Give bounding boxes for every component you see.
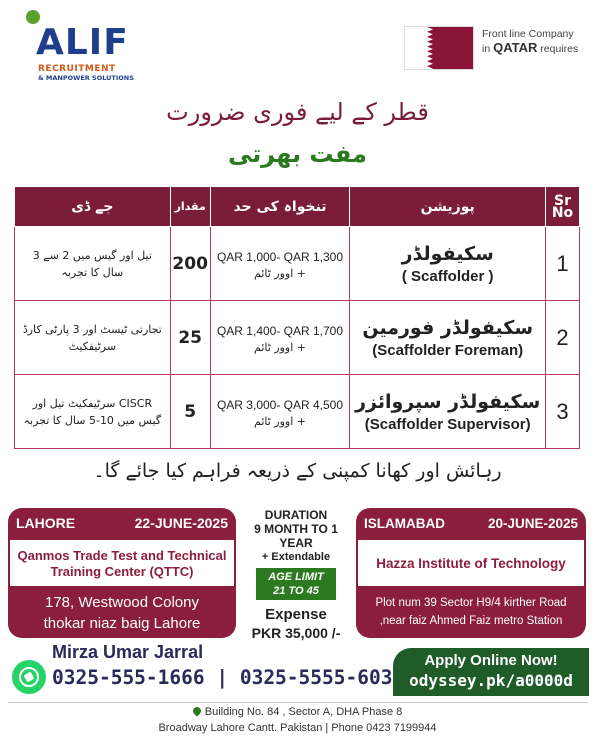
header-jd: جے ڈی [15, 187, 171, 227]
footer-divider [8, 702, 588, 703]
headline-free-recruitment: مفت بھرتی [228, 140, 367, 168]
cell-salary: QAR 1,400- QAR 1,700 + اوور ٹائم [210, 301, 350, 375]
cell-salary: QAR 3,000- QAR 4,500 + اوور ٹائم [210, 375, 350, 449]
lahore-address-line1: 178, Westwood Colony [45, 594, 199, 611]
cell-quantity: 25 [170, 301, 210, 375]
qatar-flag-icon [404, 26, 474, 70]
center-info [238, 508, 354, 641]
table-row [15, 301, 580, 375]
footer-address [0, 704, 595, 736]
lahore-address [8, 588, 236, 638]
apply-online-button[interactable] [393, 648, 589, 696]
tagline-line1: Front line Company [482, 28, 574, 40]
tagline-suffix: requires [537, 43, 579, 55]
duration-value: 9 MONTH TO 1 YEAR [254, 522, 338, 550]
cell-sr: 1 [546, 227, 580, 301]
lahore-venue: Qanmos Trade Test and Technical Training Center (QTTC) [8, 538, 236, 588]
apply-title: Apply Online Now! [424, 652, 558, 669]
age-limit-label: AGE LIMIT [268, 571, 324, 583]
contact-name: Mirza Umar Jarral [52, 642, 204, 662]
residence-note: رہائش اور کھانا کمپنی کے ذریعہ فراہم کیا جائے گا۔ [93, 460, 502, 482]
apply-url-link[interactable]: odyssey.pk/a0000d [409, 671, 573, 690]
islamabad-city: ISLAMABAD [364, 515, 445, 531]
lahore-header [8, 508, 236, 538]
duration-extendable: + Extendable [261, 551, 331, 563]
company-logo [8, 10, 158, 82]
islamabad-address-line2: ,near faiz Ahmed Faiz metro Station [379, 615, 563, 627]
logo-subtitle-manpower: & MANPOWER SOLUTIONS [38, 74, 134, 82]
table-row [15, 227, 580, 301]
headline-urgent-requirement: قطر کے لیے فوری ضرورت [166, 98, 429, 126]
cell-jd: تجارتی ٹیسٹ اور 3 پارٹی کارڈ سرٹیفکیٹ [15, 301, 171, 375]
lahore-date: 22-JUNE-2025 [134, 515, 228, 531]
islamabad-address-line1: Plot num 39 Sector H9/4 kirther Road [375, 597, 567, 609]
lahore-city: LAHORE [16, 515, 76, 531]
lahore-address-line2: thokar niaz baig Lahore [43, 615, 201, 632]
header-sr-no: Sr No [546, 187, 580, 227]
contact-phones[interactable]: 0325-555-1666 | 0325-5555-603 [52, 666, 393, 689]
cell-sr: 3 [546, 375, 580, 449]
cell-quantity: 200 [170, 227, 210, 301]
tagline-line2 [482, 41, 592, 56]
islamabad-venue: Hazza Institute of Technology [356, 538, 586, 588]
footer-address-line1: Building No. 84 , Sector A, DHA Phase 8 [0, 704, 595, 720]
header-position: پوزیشن [350, 187, 546, 227]
footer-address-line2: Broadway Lahore Cantt. Pakistan | Phone 0423 7199944 [158, 722, 437, 734]
islamabad-date: 20-JUNE-2025 [487, 515, 578, 531]
header-salary: تنخواہ کی حد [210, 187, 350, 227]
cell-position: سکیفولڈر فورمین (Scaffolder Foreman) [350, 301, 546, 375]
tagline [482, 28, 592, 56]
islamabad-header [356, 508, 586, 538]
islamabad-address [356, 588, 586, 638]
location-pin-icon [191, 705, 202, 716]
expense-label: Expense [265, 606, 327, 623]
tagline-prefix: in [482, 43, 494, 55]
tagline-country: QATAR [493, 40, 538, 55]
logo-word: ALIF [36, 22, 129, 63]
cell-salary: QAR 1,000- QAR 1,300 + اوور ٹائم [210, 227, 350, 301]
cell-jd: CISCR سرٹیفکیٹ تیل اور گیس میں 10-5 سال کا تجربہ [15, 375, 171, 449]
table-row [15, 375, 580, 449]
cell-position: سکیفولڈر سپروائزر (Scaffolder Supervisor) [350, 375, 546, 449]
jobs-table [14, 186, 580, 449]
age-limit-value: 21 TO 45 [273, 585, 319, 597]
cell-quantity: 5 [170, 375, 210, 449]
table-header-row [15, 187, 580, 227]
whatsapp-icon[interactable] [12, 660, 46, 694]
expense-value: PKR 35,000 /- [251, 625, 341, 641]
age-limit-badge [256, 568, 336, 600]
logo-subtitle-recruitment: RECRUITMENT [38, 64, 116, 74]
cell-position: سکیفولڈر ( Scaffolder ) [350, 227, 546, 301]
cell-jd: تیل اور گیس میں 2 سے 3 سال کا تجربہ [15, 227, 171, 301]
cell-sr: 2 [546, 301, 580, 375]
duration-label: DURATION [264, 508, 328, 522]
header-quantity: مقدار [170, 187, 210, 227]
